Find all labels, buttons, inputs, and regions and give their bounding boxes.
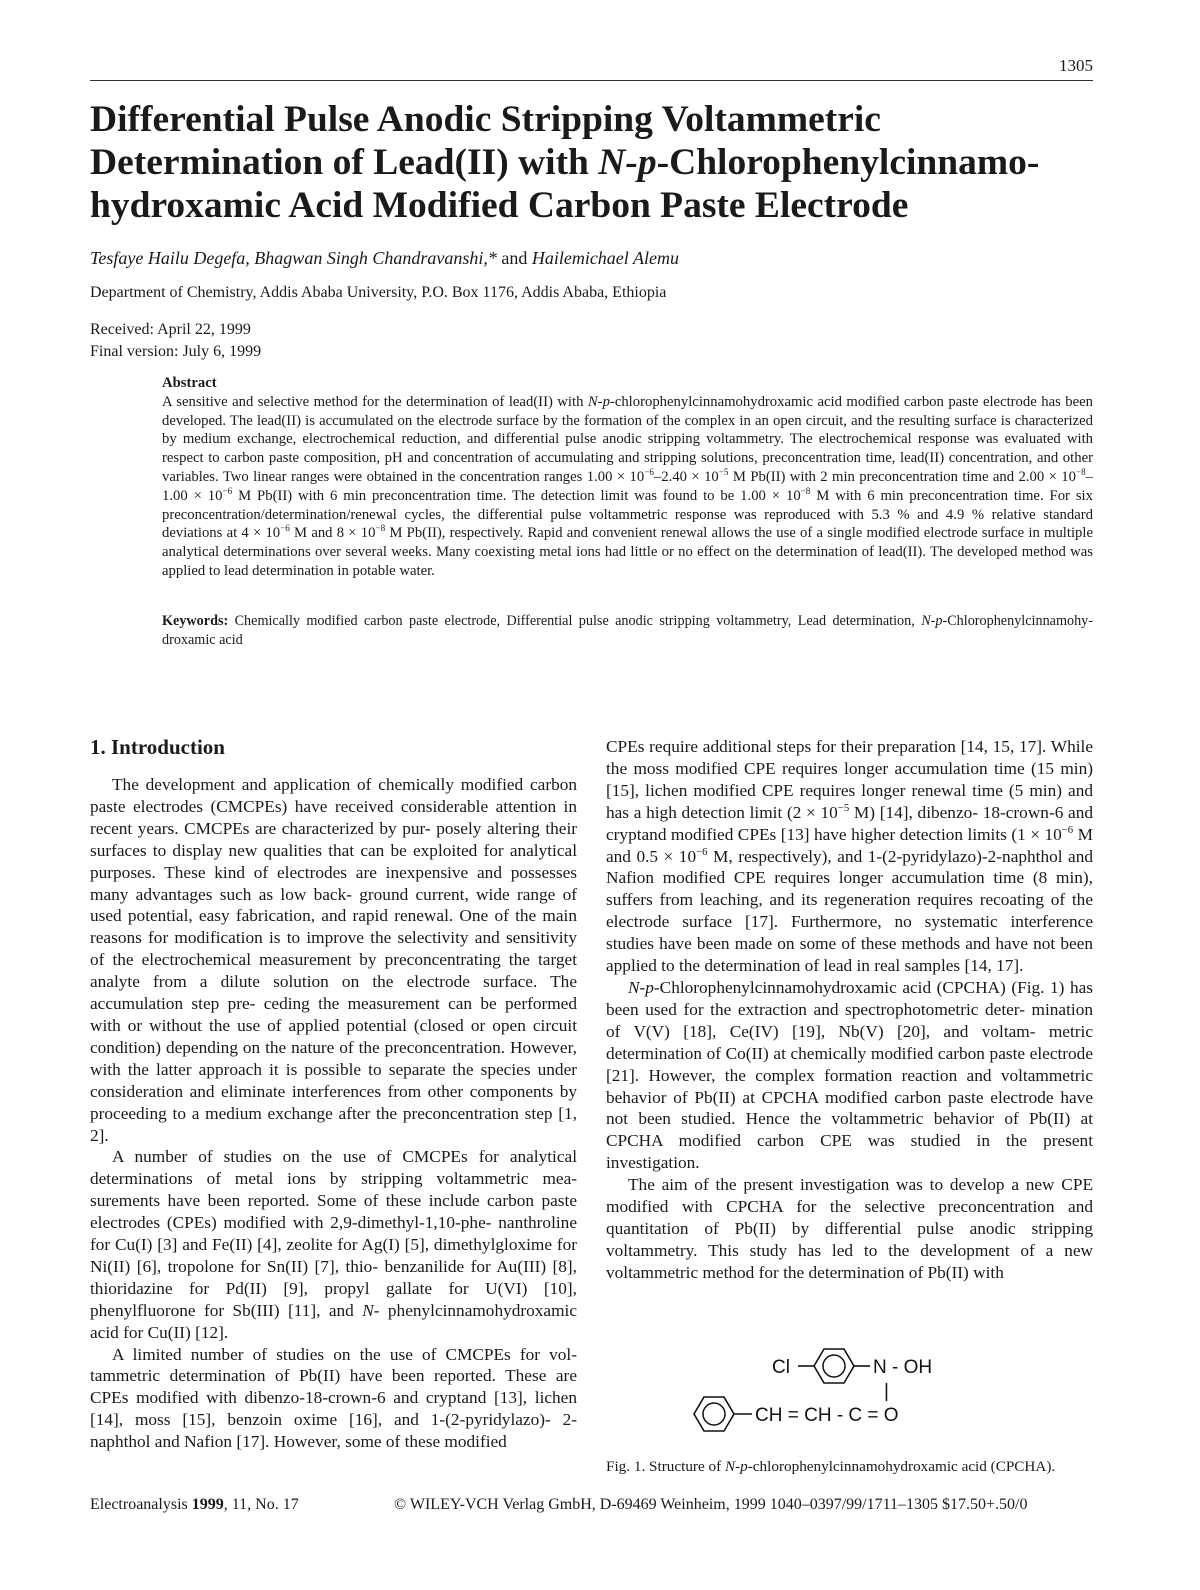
caption-text: -chlorophenylcinnamohydroxamic acid (CPCHA). bbox=[747, 1458, 1056, 1475]
caption-italic: N-p bbox=[724, 1458, 748, 1475]
author-list bbox=[90, 248, 679, 269]
structure-label-cl: Cl bbox=[772, 1357, 790, 1378]
benzene-ring-1 bbox=[814, 1349, 854, 1383]
paragraph-text: CPEs require additional steps for their preparation [14, 15, 17]. While the moss modified CPE requires longer accumulation time (15 min) [15], lichen modified CPE requires longer renewal time (5 min) and has a high detection limit (2 × 10 bbox=[606, 737, 1093, 822]
footer-journal-name: Electroanalysis bbox=[90, 1496, 192, 1513]
superscript: −6 bbox=[1061, 823, 1074, 836]
paragraph-italic: N bbox=[362, 1300, 374, 1320]
superscript: −6 bbox=[696, 845, 708, 858]
abstract-text: A sensitive and selective method for the determination of lead(II) with bbox=[162, 393, 588, 410]
chemical-structure bbox=[690, 1345, 980, 1435]
dates bbox=[90, 319, 261, 363]
paragraph-text: M, respectively), and 1-(2-pyridylazo)-2-naphthol and Nafion modified CPE requires longer accumulation time (8 min), suffers from leaching, and its regeneration requires recoating of the electrode surface [17]. Furthermore, no systematic interference studies have been made on some of these methods and have not been applied to the determination of lead in real samples [14, 17]. bbox=[606, 846, 1093, 976]
abstract-text: M Pb(II) with 2 min preconcentration time and 2.00 × 10 bbox=[728, 468, 1076, 485]
title-part-1: Differential Pulse Anodic Stripping Voltammetric Determination of Lead(II) with bbox=[90, 99, 881, 183]
article-title bbox=[90, 98, 1100, 227]
authors-and: and bbox=[496, 248, 532, 268]
abstract-superscript: −8 bbox=[375, 523, 386, 534]
title-part-2: -Chlorophenylcinnamo- hydroxamic Acid Modified Carbon Paste Electrode bbox=[90, 142, 1040, 226]
benzene-ring-2 bbox=[694, 1397, 734, 1431]
page-number: 1305 bbox=[1059, 56, 1093, 75]
received-date: Received: April 22, 1999 bbox=[90, 321, 251, 338]
footer-copyright: © WILEY-VCH Verlag GmbH, D-69469 Weinheim, 1999 1040–0397/99/1711–1305 $17.50+.50/0 bbox=[394, 1496, 1028, 1513]
authors-names-1: Tesfaye Hailu Degefa, Bhagwan Singh Chandravanshi,* bbox=[90, 248, 497, 268]
left-column bbox=[90, 734, 577, 1453]
ring-1-circle bbox=[823, 1355, 845, 1377]
caption-text: Fig. 1. Structure of bbox=[606, 1458, 725, 1475]
abstract-superscript: −5 bbox=[718, 467, 729, 478]
abstract-text: -chlorophenylcinnamohydroxamic acid modified carbon paste electrode has been developed. The lead(II) is accumulated on the electrode surface by the formation of the complex in an open circuit, and the resulting surface is characterized by medium exchange, electrochemical reduction, and differential pulse anodic stripping voltammetry. The electrochemical response was evaluated with respect to carbon paste composition, pH and concentration of accumulating and stripping solutions, preconcentration time, lead(II) concentration, and other variables. Two linear ranges were obtained in the concentration ranges 1.00 × 10 bbox=[162, 393, 1093, 485]
figure-caption bbox=[606, 1458, 1096, 1476]
paragraph bbox=[606, 977, 1093, 1174]
abstract-text: M Pb(II) with 6 min preconcentration time. The detection limit was found to be 1.00 × 10 bbox=[232, 487, 801, 504]
abstract-heading: Abstract bbox=[162, 375, 217, 391]
paragraph-text: M and 0.5 × 10 bbox=[606, 824, 1094, 866]
title-italic: N-p bbox=[598, 142, 657, 183]
affiliation: Department of Chemistry, Addis Ababa University, P.O. Box 1176, Addis Ababa, Ethiopia bbox=[90, 284, 667, 301]
abstract-italic: N-p bbox=[587, 393, 610, 410]
ring-2-circle bbox=[703, 1403, 725, 1425]
keywords-text: Chemically modified carbon paste electrode, Differential pulse anodic stripping voltammetry, Lead determination, bbox=[228, 613, 922, 629]
authors-names-2: Hailemichael Alemu bbox=[531, 248, 679, 268]
final-version-date: Final version: July 6, 1999 bbox=[90, 343, 262, 360]
keywords bbox=[162, 612, 1093, 650]
paragraph-text: M) [14], dibenzo- 18-crown-6 and cryptand modified CPEs [13] have higher detection limits (1 × 10 bbox=[606, 802, 1093, 844]
section-title: 1. Introduction bbox=[90, 735, 225, 759]
structure-label-n-oh: N - OH bbox=[873, 1357, 933, 1378]
paragraph-italic: N-p bbox=[628, 977, 654, 997]
structure-label-bond: | bbox=[884, 1381, 889, 1402]
footer-journal bbox=[90, 1496, 299, 1514]
keywords-heading: Keywords: bbox=[162, 613, 229, 629]
abstract-superscript: −6 bbox=[280, 523, 290, 534]
paragraph: The development and application of chemically modified carbon paste electrodes (CMCPEs) have received considerable attention in recent years. CMCPEs are characterized by pur- posely altering their surfaces to display new qualities that can be exploited for analytical purposes. These kind of electrodes are inexpensive and possesses many advantages such as low back- ground current, wide range of used potential, easy fabrication, and rapid renewal. One of the main reasons for modification is to improve the selectivity and sensitivity of the electrochemical measurement by preconcentrating the target analyte from a dilute solution on the electrode surface. The accumulation step pre- ceding the measurement can be performed with or without the use of applied potential (closed or open circuit condition) depending on the nature of the preconcentration. However, with the latter approach it is possible to separate the species under consideration and eliminate interferences from other components by proceeding to a medium exchange after the preconcentration step [1, 2]. bbox=[90, 775, 577, 1145]
abstract-superscript: −8 bbox=[800, 485, 811, 496]
paragraph: A limited number of studies on the use of CMCPEs for vol- tammetric determination of Pb(II) have been reported. These are CPEs modified with dibenzo-18-crown-6 and cryptand [13], lichen [14], moss [15], benzoin oxime [16], and 1-(2-pyridylazo)- 2-naphthol and Nafion [17]. However, some of these modified bbox=[90, 1344, 577, 1452]
structure-label-chain: CH = CH - C = O bbox=[755, 1405, 899, 1426]
keywords-italic: N-p bbox=[921, 613, 943, 629]
abstract-superscript: −6 bbox=[644, 467, 654, 478]
right-column bbox=[606, 736, 1093, 1284]
header-rule bbox=[90, 80, 1093, 81]
abstract-superscript: −6 bbox=[222, 485, 233, 496]
keywords-text: -Chlorophenylcinnamohy- droxamic acid bbox=[162, 613, 1093, 648]
paragraph: The aim of the present investigation was to develop a new CPE modified with CPCHA for the selective preconcentration and quantitation of Pb(II) by differential pulse anodic stripping voltammetry. This study has led to the development of a new voltammetric method for the determination of Pb(II) with bbox=[606, 1175, 1093, 1282]
abstract-superscript: −8 bbox=[1075, 467, 1086, 478]
paragraph bbox=[606, 736, 1093, 977]
abstract-text: M Pb(II), respectively. Rapid and convenient renewal allows the use of a single modified electrode surface in multiple analytical determinations over several weeks. Many coexisting metal ions had little or no effect on the determination of lead(II). The developed method was applied to lead determination in potable water. bbox=[162, 525, 1093, 579]
abstract-text: M and 8 × 10 bbox=[289, 525, 376, 542]
paragraph-text: - phenylcinnamohydroxamic acid for Cu(II) [12]. bbox=[90, 1300, 577, 1342]
footer-year: 1999 bbox=[191, 1496, 224, 1513]
paragraph-text: -Chlorophenylcinnamohydroxamic acid (CPCHA) (Fig. 1) has been used for the extraction and spectrophotometric deter- mination of V(V) [18], Ce(IV) [19], Nb(V) [20], and voltam- metric determination of Co(II) at chemically modified carbon paste electrode [21]. However, the complex formation reaction and voltammetric behavior of Pb(II) at CPCHA modified carbon paste electrode have not been studied. Hence the voltammetric behavior of Pb(II) at CPCHA modified carbon CPE was studied in the present investigation. bbox=[606, 977, 1093, 1173]
paragraph bbox=[90, 1146, 577, 1343]
abstract-text: M with 6 min preconcentration time. For six preconcentration/determination/renewal cycles, the differential pulse voltammetric response was reproduced with 5.3 % and 4.9 % relative standard deviations at 4 × 10 bbox=[162, 487, 1093, 542]
paragraph-text: A number of studies on the use of CMCPEs for analytical determinations of metal ions by stripping voltammetric mea- surements have been reported. Some of these include carbon paste electrodes (CPEs) modified with 2,9-dimethyl-1,10-phe- nanthroline for Cu(I) [3] and Fe(II) [4], zeolite for Ag(I) [5], dimethylgloxime for Ni(II) [6], tropolone for Sn(II) [7], thio- benzanilide for Au(III) [8], thioridazine for Pd(II) [9], propyl gallate for U(VI) [10], phenylfluorone for Sb(III) [11], and bbox=[90, 1147, 577, 1320]
abstract-text: –2.40 × 10 bbox=[653, 468, 719, 485]
footer-issue: , 11, No. 17 bbox=[223, 1496, 299, 1513]
superscript: −5 bbox=[837, 801, 850, 814]
abstract-text: –1.00 × 10 bbox=[162, 468, 1093, 504]
abstract bbox=[162, 374, 1093, 581]
